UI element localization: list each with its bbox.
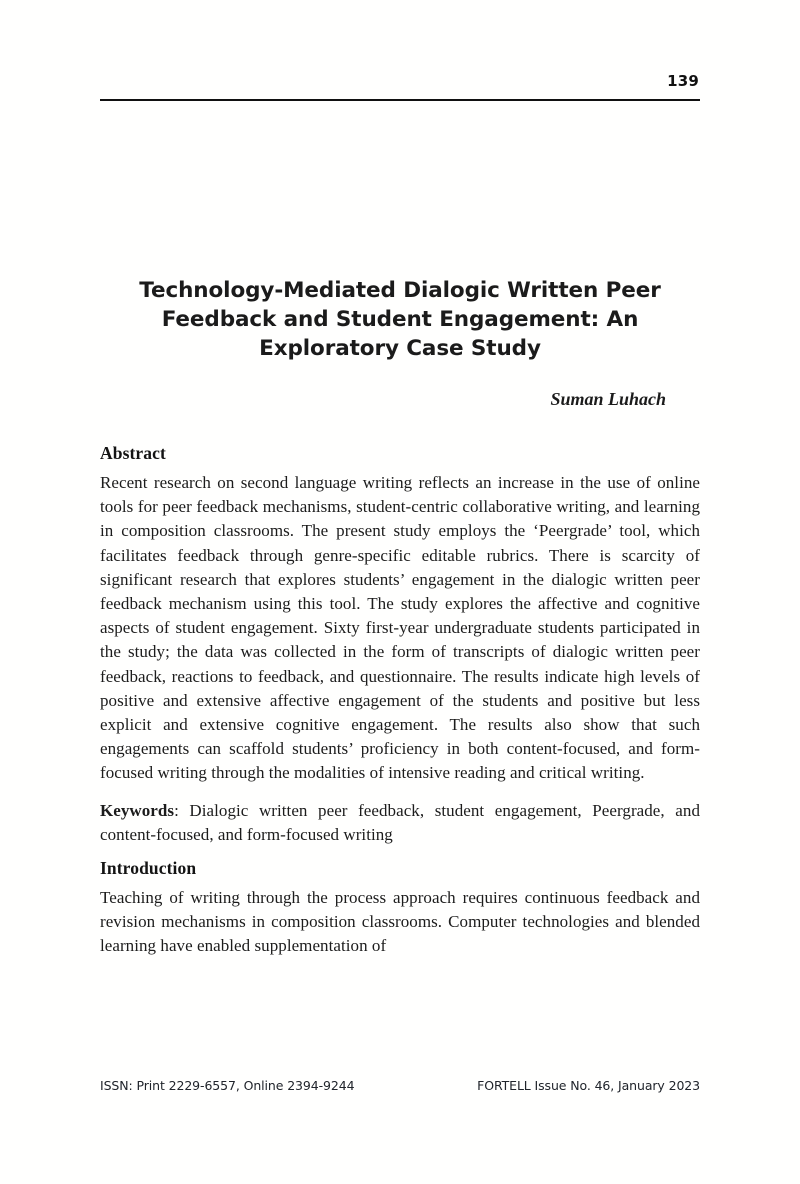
author-name: Suman Luhach [550, 389, 666, 409]
body-column [100, 443, 700, 972]
page-header [100, 72, 700, 101]
introduction-text: Teaching of writing through the process approach requires continuous feedback and revision mechanisms in composition classrooms. Computer technologies and blended learning have enabled supplementation of [100, 888, 700, 956]
page-footer [100, 1078, 700, 1093]
page-number: 139 [667, 72, 699, 90]
header-divider [100, 99, 700, 101]
abstract-heading: Abstract [100, 443, 166, 463]
keywords-text: : Dialogic written peer feedback, student engagement, Peergrade, and content-focused, and form-focused writing [100, 800, 700, 844]
footer-issue: FORTELL Issue No. 46, January 2023 [477, 1078, 700, 1093]
abstract-text: Recent research on second language writing reflects an increase in the use of online tools for peer feedback mechanisms, student-centric collaborative writing, and learning in composition classrooms. The present study employs the ‘Peergrade’ tool, which facilitates feedback through genre-specific editable rubrics. There is scarcity of significant research that explores students’ engagement in the dialogic written peer feedback mechanism using this tool. The study explores the affective and cognitive aspects of student engagement. Sixty first-year undergraduate students participated in the study; the data was collected in the form of transcripts of dialogic written peer feedback, reactions to feedback, and questionnaire. The results indicate high levels of positive and extensive affective engagement of the students and positive but less explicit and extensive cognitive engagement. The results also show that such engagements can scaffold students’ proficiency in both content-focused, and form-focused writing through the modalities of intensive reading and critical writing. [100, 473, 700, 783]
introduction-heading: Introduction [100, 858, 197, 879]
footer-issn: ISSN: Print 2229-6557, Online 2394-9244 [100, 1078, 355, 1093]
title-block [132, 276, 668, 410]
page-title: Technology-Mediated Dialogic Written Peer Feedback and Student Engagement: An Exploratory Case Study [139, 278, 661, 361]
keywords-label: Keywords [100, 800, 175, 820]
keywords-paragraph [100, 799, 700, 847]
